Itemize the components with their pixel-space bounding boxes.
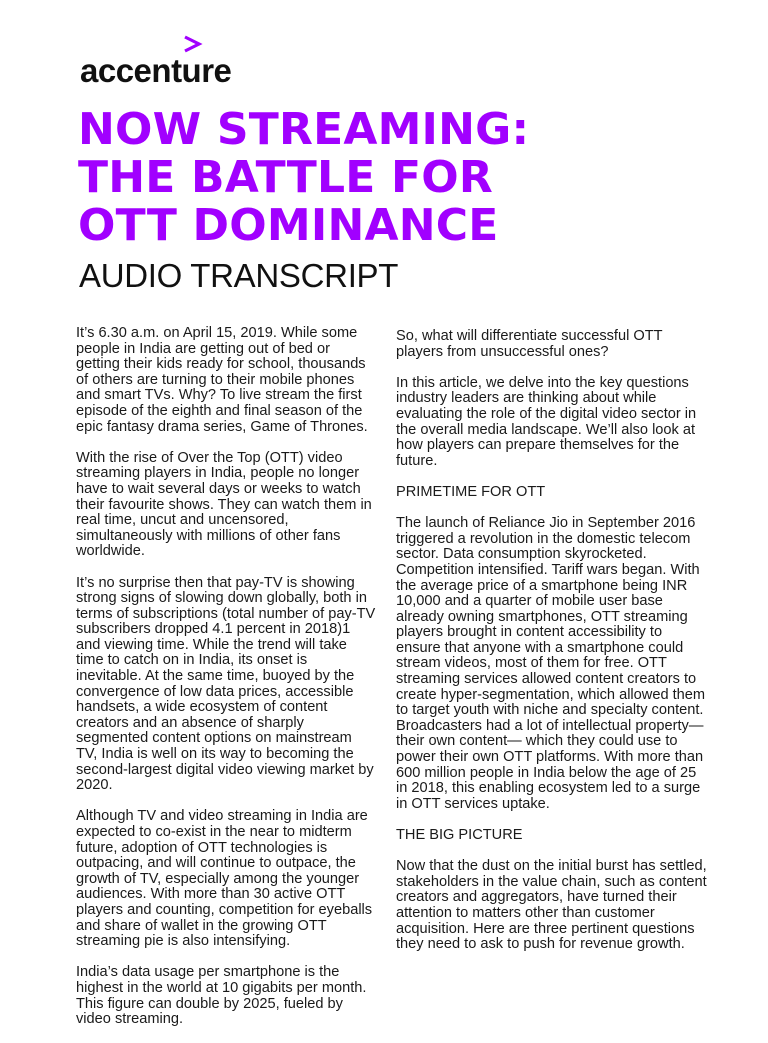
body-paragraph: India’s data usage per smartphone is the highest in the world at 10 gigabits per month. This figure can double by 2025, fueled by video streaming. <box>76 964 367 1028</box>
section-heading: THE BIG PICTURE <box>396 827 523 843</box>
body-paragraph: Now that the dust on the initial burst has settled, stakeholders in the value chain, such as content creators and aggregators, have turned their attention to matters other than customer acquisition. Here are three pertinent questions they need to ask to push for revenue growth. <box>396 858 707 953</box>
body-paragraph: Although TV and video streaming in India are expected to co-exist in the near to midterm future, adoption of OTT technologies is outpacing, and will continue to outpace, the growth of TV, especially among the younger audiences. With more than 30 active OTT players and counting, competition for eyeballs and share of wallet in the growing OTT streaming pie is also intensifying. <box>76 808 373 950</box>
brand-name: accenture <box>80 52 232 89</box>
document-title <box>78 106 718 250</box>
body-paragraph: So, what will differentiate successful OTT players from unsuccessful ones? <box>396 328 663 360</box>
right-column <box>396 329 708 968</box>
body-paragraph: With the rise of Over the Top (OTT) video streaming players in India, people no longer have to wait several days or weeks to watch their favourite shows. They can watch them in real time, uncut and uncensored, simultaneously with millions of other fans worldwide. <box>76 449 372 560</box>
title-line: NOW STREAMING: <box>78 104 530 155</box>
body-paragraph: It’s 6.30 a.m. on April 15, 2019. While some people in India are getting out of bed or getting their kids ready for school, thousands of others are turning to their mobile phones and smart TVs. Why? To live stream the first episode of the eighth and final season of the epic fantasy drama series, Game of Thrones. <box>76 325 368 435</box>
title-line: OTT DOMINANCE <box>78 200 499 251</box>
body-paragraph: In this article, we delve into the key questions industry leaders are thinking about while evaluating the role of the digital video sector in the overall media landscape. We’ll also look at how players can prepare themselves for the future. <box>396 374 697 469</box>
accenture-logo <box>80 34 280 94</box>
body-paragraph: It’s no surprise then that pay-TV is showing strong signs of slowing down globally, both in terms of subscriptions (total number of pay-TV subscribers dropped 4.1 percent in 2018)1 and viewing time. While the trend will take time to catch on in India, its onset is inevitable. At the same time, buoyed by the convergence of low data prices, accessible handsets, a wide ecosystem of content creators and an absence of sharply segmented content options on mainstream TV, India is well on its way to becoming the second-largest digital video viewing market by 2020. <box>76 574 376 794</box>
title-line: THE BATTLE FOR <box>78 152 493 203</box>
left-column <box>76 326 376 1043</box>
document-subtitle: AUDIO TRANSCRIPT <box>79 257 399 294</box>
body-paragraph: The launch of Reliance Jio in September 2016 triggered a revolution in the domestic telecom sector. Data consumption skyrocketed. Competition intensified. Tariff wars began. With the average price of a smartphone being INR 10,000 and a quarter of mobile user base already owning smartphones, OTT streaming players brought in content accessibility to ensure that anyone with a smartphone could stream videos, most of them for free. OTT streaming services allowed content creators to create hyper-segmentation, which allowed them to target youth with niche and specialty content. Broadcasters had a lot of intellectual property—their own content— which they could use to power their own OTT platforms. With more than 600 million people in India below the age of 25 in 2018, this enabling ecosystem led to a surge in OTT services uptake. <box>396 515 706 812</box>
section-heading: PRIMETIME FOR OTT <box>396 483 546 500</box>
